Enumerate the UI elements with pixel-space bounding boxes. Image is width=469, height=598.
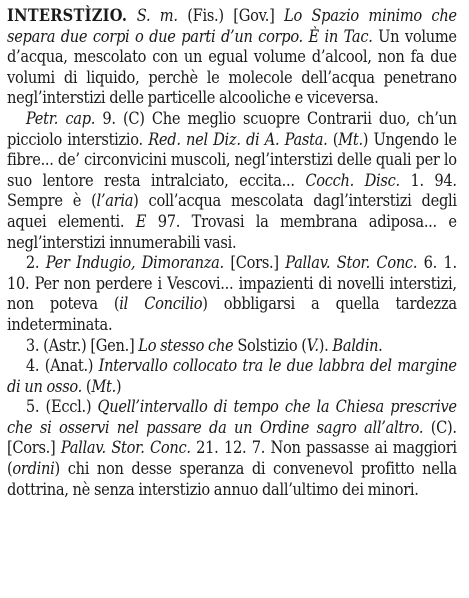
sense-4-paragraph [7,356,457,397]
text-run: 4. (Anat.) [25,356,99,377]
italic-text-run: S. m. [136,6,178,26]
text-run: 9. (C) Che meglio scuopre Contrarii duo, ch’un picciolo interstizio. [7,108,457,150]
italic-text-run: Lo Spazio minimo che separa due corpi o due parti d’un corpo. È in Tac. [7,6,457,47]
text-run: 5. (Eccl.) [25,397,98,418]
headword: INTERSTÌZIO. [7,6,128,26]
text-run: [Cors.] [223,253,286,274]
text-run: Solstizio ( [233,335,307,356]
italic-text-run: Pallav. Stor. Conc. [285,253,418,274]
text-run: ) coll’acqua mescolata dagl’interstizi degli aquei elementi. [7,191,457,232]
text-run: ) Ungendo le fibre... de’ circonvicini muscoli, negl’interstizi delle quali per lo suo lentore resta intralciato, eccita... [7,129,457,191]
sense-2-paragraph [7,253,457,335]
italic-text-run: Mt. [338,129,363,150]
italic-text-run: E [135,211,147,232]
text-run: ( [81,376,92,397]
citations-paragraph [7,109,457,253]
text-run: ) obbligarsi a quella tardezza indeterminata. [7,294,457,335]
text-run: 6. 1. 10. Per non perdere i Vescovi... impazienti di novelli interstizi, non poteva ( [7,253,457,315]
entry-definition-paragraph [7,6,457,109]
text-run: (C).[Cors.] [7,417,457,459]
sense-3-paragraph [7,336,457,357]
text-run: ) [115,376,122,397]
italic-text-run: il Concilio [119,294,203,315]
italic-text-run: Red. nel Diz. di A. Pasta. [148,129,328,150]
text-run: 2. [25,253,46,274]
italic-text-run: V. [306,335,319,356]
italic-text-run: Per Indugio, Dimoranza. [45,253,224,274]
text-run: ( [327,129,339,150]
text-run: 97. Trovasi la membrana adiposa... e negl’interstizi innumerabili vasi. [7,211,457,253]
text-run: 21. 12. 7. Non passasse ai maggiori ( [7,438,457,480]
text-run: 1. 94. Sempre è ( [7,170,457,212]
text-run: ). [318,335,333,356]
italic-text-run: Cocch. Disc. [305,170,400,191]
italic-text-run: l’aria [96,191,134,212]
text-run: (Fis.) [Gov.] [177,6,285,26]
italic-text-run: ordini [12,459,55,480]
text-run: ) chi non desse speranza di convenevol profitto nella dottrina, nè senza interstizio annuo dall’ultimo dei minori. [7,459,457,500]
italic-text-run: Pallav. Stor. Conc. [60,438,191,459]
italic-text-run: Intervallo collocato tra le due labbra del margine di un osso. [7,356,457,397]
italic-text-run: Petr. cap. [25,108,96,129]
sense-5-paragraph [7,397,457,500]
italic-text-run: Mt. [91,376,116,397]
text-run: 3. (Astr.) [Gen.] [25,335,139,356]
italic-text-run: Lo stesso che [138,335,234,356]
italic-text-run: Baldin. [332,335,383,356]
text-run: Un volume d’acqua, mescolato con un egual volume d’alcool, non fa due volumi di liquido, perchè le molecole dell’acqua penetrano negl’interstizi delle particelle alcooliche e viceversa. [7,26,457,109]
italic-text-run: Quell’intervallo di tempo che la Chiesa prescrive che si osservi nel passare da un Ordine sagro all’altro. [7,397,457,438]
